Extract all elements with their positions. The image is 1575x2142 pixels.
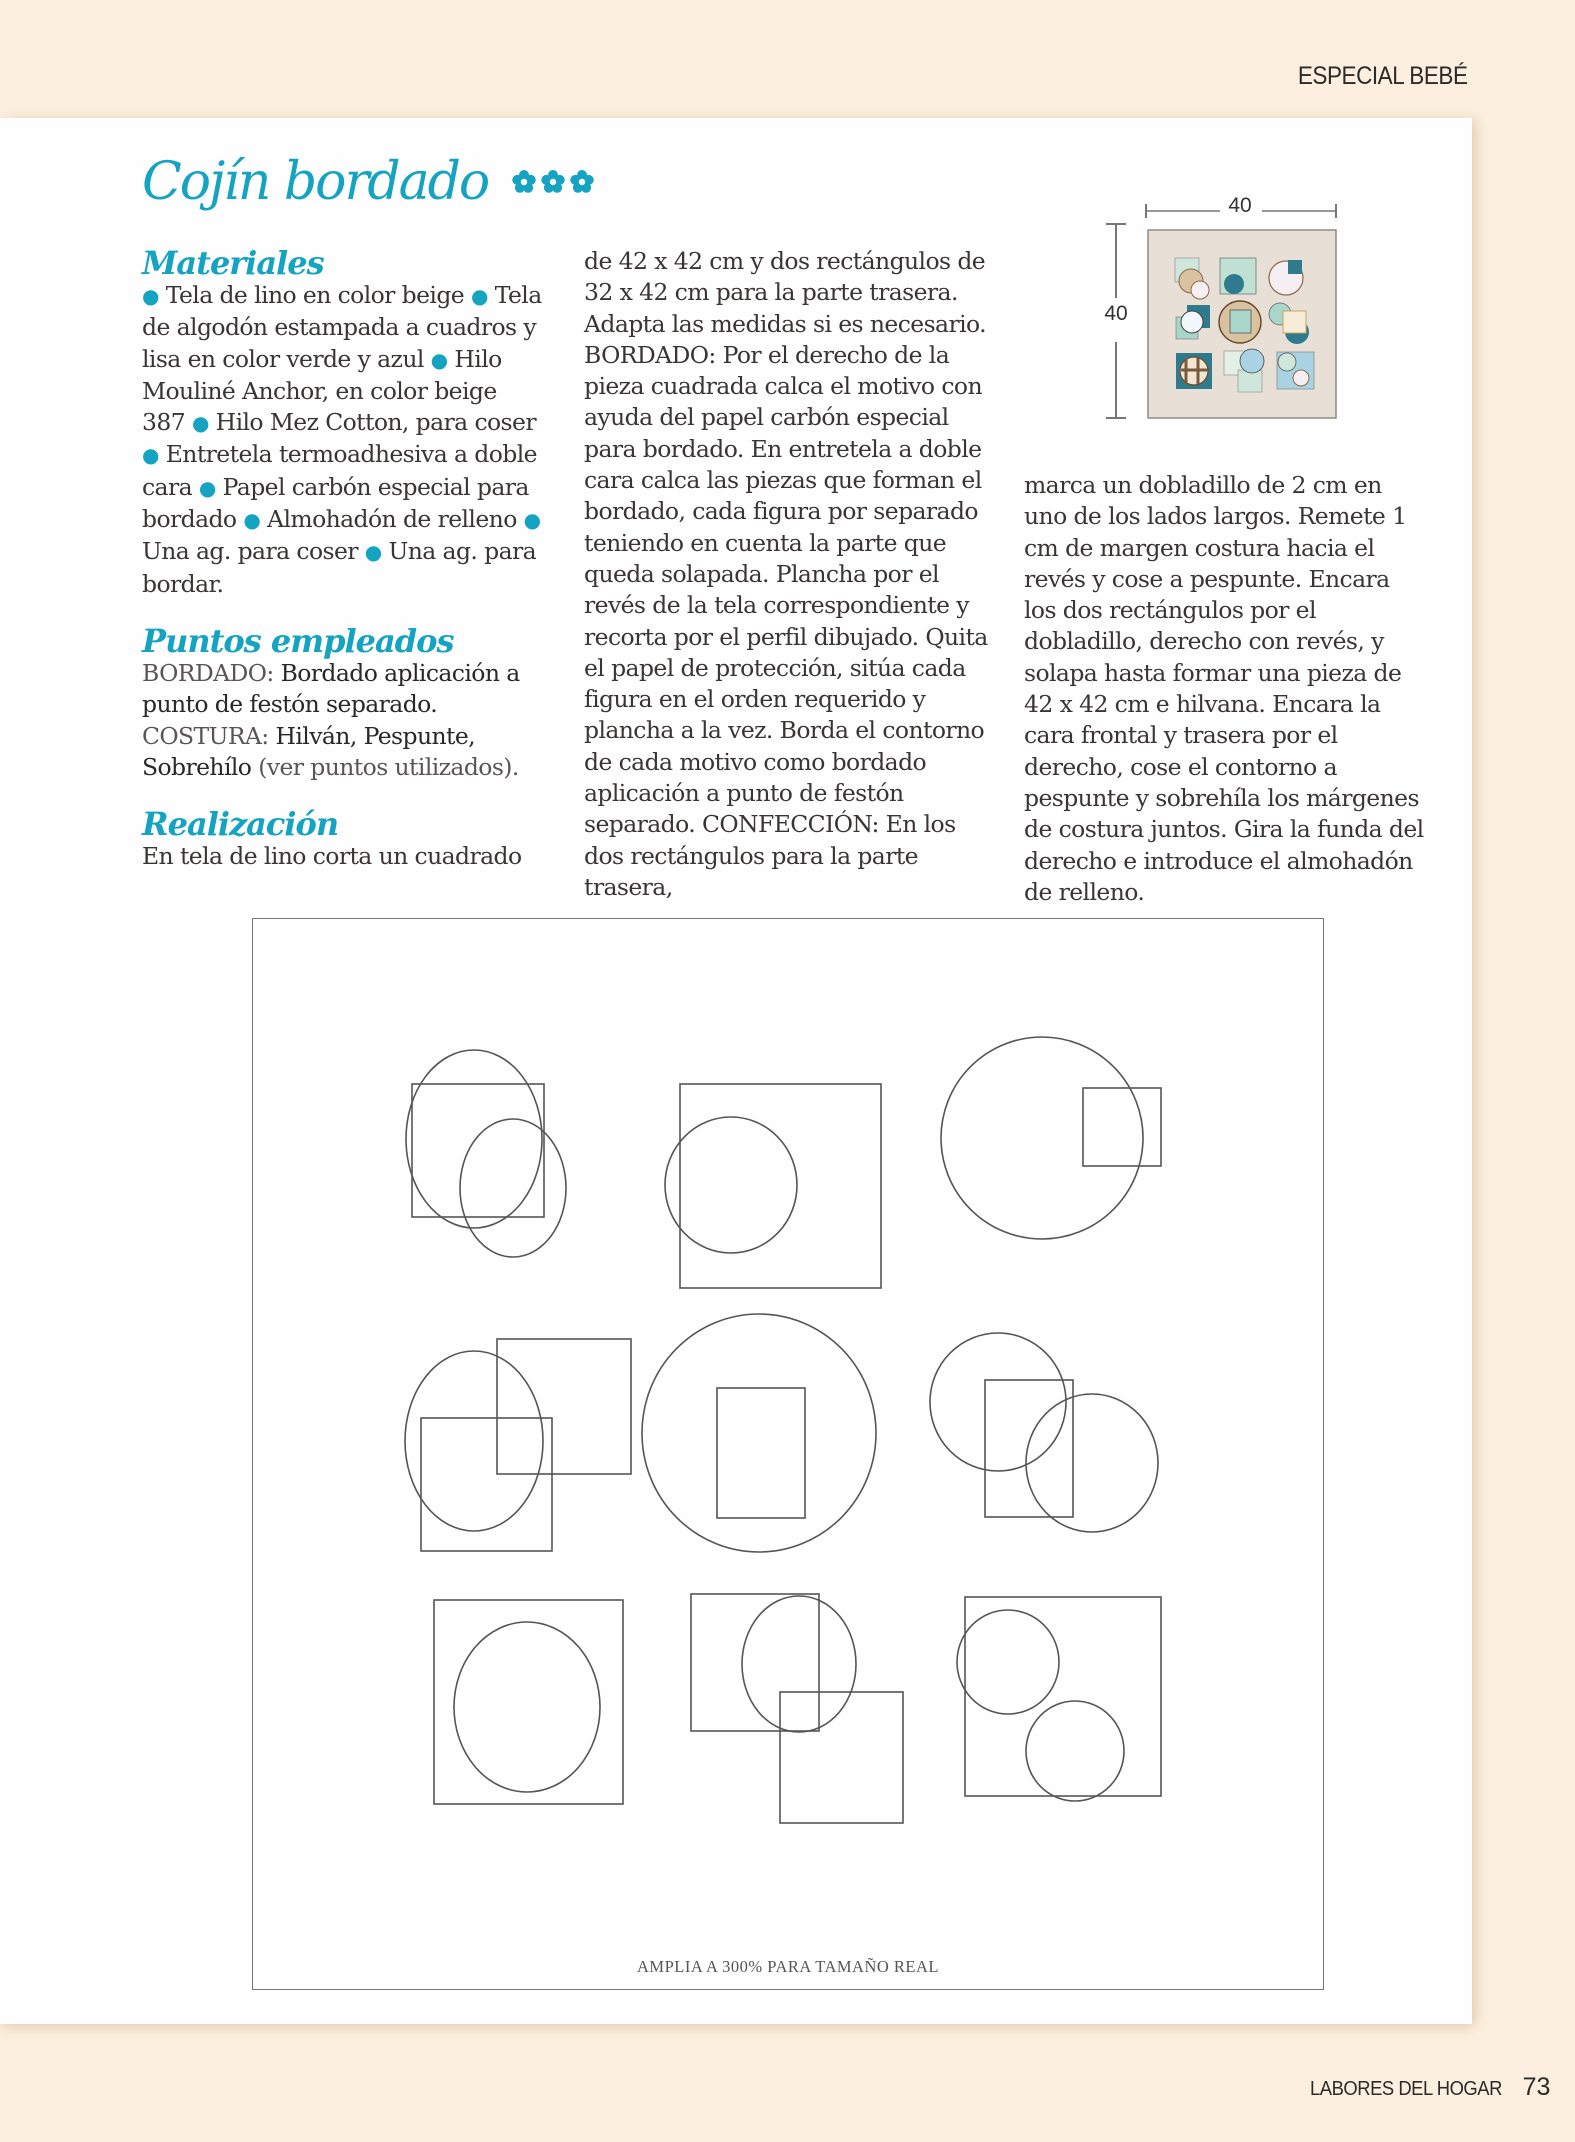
realizacion-text-2: de 42 x 42 cm y dos rectángulos de 32 x 42 cm para la parte trasera. Adapta las medidas si es necesario. BORDADO: Por el derecho de la pieza cuadrada calca el motivo con ayuda del papel carbón especial para bordado. En entretela a doble cara calca las piezas que forman el bordado, cada figura por separado teniendo en cuenta la parte que queda solapada. Plancha por el revés de la tela correspondiente y recorta por el perfil dibujado. Quita el papel de protección, sitúa cada figura en el orden requerido y plancha a la vez. Borda el contorno de cada motivo como bordado aplicación a punto de festón separado. CONFECCIÓN: En los dos rectángulos para la parte trasera, — [584, 247, 988, 901]
pattern-scale-note: AMPLIA A 300% PARA TAMAÑO REAL — [636, 1957, 940, 1976]
material-item: Tela de algodón estampada a cuadros y lisa en color verde y azul — [142, 281, 542, 373]
flower-icon — [511, 169, 537, 195]
preview-width-label: 40 — [1228, 194, 1252, 217]
puntos-heading: Puntos empleados — [142, 621, 454, 660]
bullet-icon: ● — [523, 508, 541, 533]
column-2 — [584, 246, 988, 903]
article-title-text: Cojín bordado — [142, 152, 489, 212]
material-item: Almohadón de relleno — [267, 505, 517, 534]
material-item: Tela de lino en color beige — [165, 281, 465, 309]
magazine-name: LABORES DEL HOGAR — [1310, 2078, 1502, 2100]
flower-icon — [540, 169, 566, 195]
bullet-icon: ● — [198, 475, 216, 500]
cushion-preview — [1140, 194, 1340, 426]
section-label: ESPECIAL BEBÉ — [1297, 62, 1467, 90]
bordado-label: BORDADO: — [142, 658, 274, 687]
bullet-icon: ● — [243, 508, 261, 533]
bullet-icon: ● — [364, 540, 382, 565]
bullet-icon: ● — [142, 284, 159, 308]
page-number: 73 — [1522, 2073, 1551, 2101]
realizacion-text-1: En tela de lino corta un cuadrado — [142, 842, 522, 871]
bullet-icon: ● — [470, 284, 488, 308]
pattern-drawing — [253, 919, 1323, 1989]
material-item: Hilo Mouliné Anchor, en color beige 387 — [142, 344, 502, 437]
realizacion-text-3: marca un dobladillo de 2 cm en uno de los lados largos. Remete 1 cm de margen costura hacia el revés y cose a pespunte. Encara los dos rectángulos por el dobladillo, derecho con revés, y solapa hasta formar una pieza de 42 x 42 cm e hilvana. Encara la cara frontal y trasera por el derecho, cose el contorno a pespunte y sobrehíla los márgenes de costura juntos. Gira la funda del derecho e introduce el almohadón de relleno. — [1024, 471, 1424, 906]
bordado-value: Bordado aplicación a punto de festón separado. — [142, 658, 520, 719]
bullet-icon: ● — [191, 411, 209, 436]
bullet-icon: ● — [430, 347, 448, 372]
material-item: Una ag. para bordar. — [142, 537, 537, 598]
materiales-heading: Materiales — [142, 244, 324, 282]
material-item: Entretela termoadhesiva a doble cara — [142, 440, 537, 501]
difficulty-rating — [511, 169, 595, 195]
flower-icon — [569, 169, 595, 195]
column-1 — [142, 246, 546, 872]
article-title — [142, 152, 595, 212]
page-footer — [1310, 2073, 1550, 2102]
materiales-list — [142, 280, 546, 600]
cushion-preview-illustration — [1140, 194, 1340, 426]
material-item: Papel carbón especial para bordado — [142, 472, 529, 534]
costura-value: Hilván, Pespunte, Sobrehílo — [142, 721, 476, 781]
bullet-icon: ● — [142, 443, 159, 468]
material-item: Hilo Mez Cotton, para coser — [215, 408, 536, 437]
preview-height-label: 40 — [1104, 302, 1128, 325]
puntos-note: (ver puntos utilizados). — [258, 752, 519, 781]
material-item: Una ag. para coser — [142, 537, 358, 566]
costura-label: COSTURA: — [142, 721, 269, 750]
column-3 — [1024, 470, 1428, 908]
puntos-text — [142, 658, 546, 783]
realizacion-heading: Realización — [142, 805, 339, 844]
embroidery-pattern — [252, 918, 1324, 1990]
